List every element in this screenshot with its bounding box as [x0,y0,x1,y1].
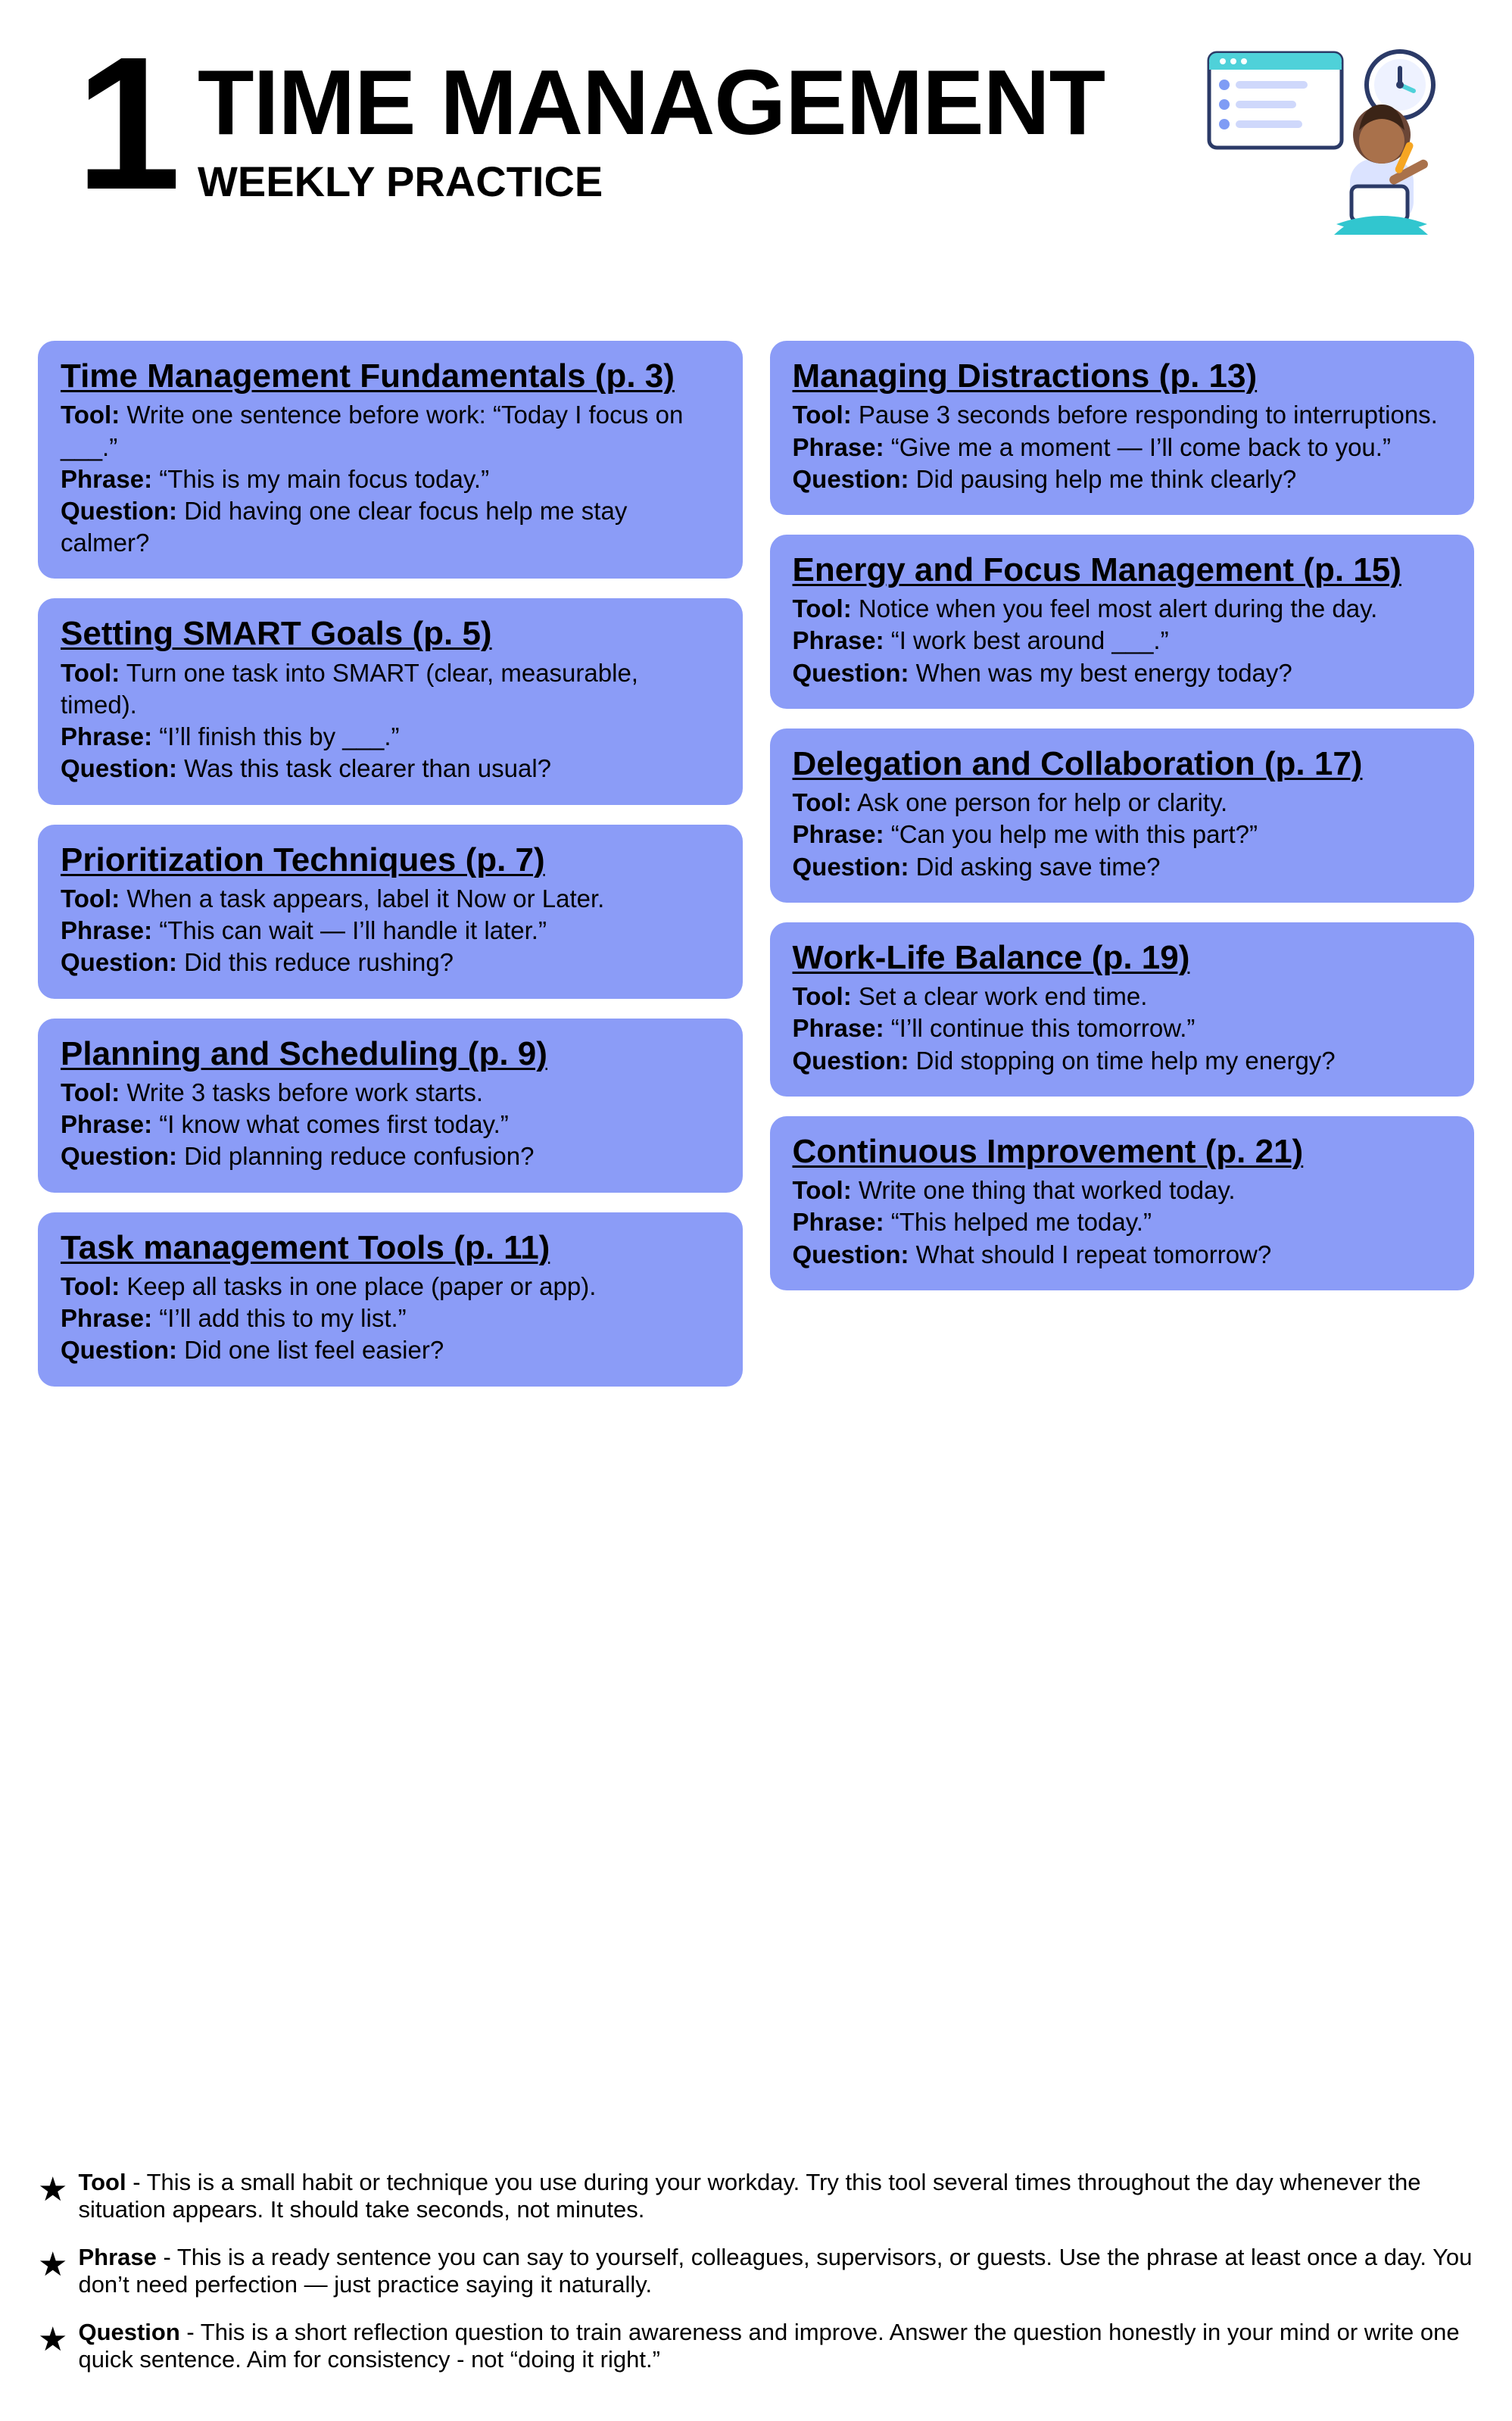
phrase-label: Phrase: [792,820,884,849]
card-phrase-line [61,1303,720,1334]
tool-label: Tool: [61,1078,120,1106]
card-tool-line [793,981,1452,1012]
card-question-line [61,947,720,978]
question-text: Did this reduce rushing? [184,948,454,977]
tool-text: Notice when you feel most alert during the day. [858,594,1378,623]
card-title: Work-Life Balance (p. 19) [792,938,1190,976]
tool-label: Tool: [792,1176,852,1205]
card-title: Continuous Improvement (p. 21) [792,1132,1304,1170]
question-label: Question: [792,852,909,881]
legend-term: Phrase [78,2243,157,2270]
question-text: Did stopping on time help my energy? [915,1046,1336,1075]
header-titles [198,45,1105,203]
card-setting-smart-goals[interactable] [38,598,743,804]
phrase-label: Phrase: [61,722,153,751]
card-phrase-line [61,721,720,753]
card-title: Task management Tools (p. 11) [61,1228,550,1266]
star-icon: ★ [38,2245,68,2283]
phrase-label: Phrase: [61,916,153,945]
question-label: Question: [792,464,909,493]
phrase-text: “Can you help me with this part?” [890,820,1258,849]
card-prioritization-techniques[interactable] [38,825,743,999]
phrase-text: “I’ll finish this by ___.” [159,722,400,751]
question-label: Question: [61,1336,177,1365]
card-title: Planning and Scheduling (p. 9) [61,1034,547,1072]
card-phrase-line [61,463,720,495]
card-phrase-line [793,1206,1452,1238]
person-with-laptop-and-clock-icon [1202,45,1451,257]
legend-text [78,2244,1474,2299]
tool-label: Tool: [61,1271,120,1300]
question-text: Did having one clear focus help me stay calmer? [61,496,628,557]
card-question-line [793,463,1452,495]
legend-dash: - [179,2318,201,2345]
page-header [0,0,1512,295]
phrase-label: Phrase: [792,1014,884,1043]
card-phrase-line [793,432,1452,463]
phrase-text: “This helped me today.” [890,1208,1152,1237]
card-phrase-line [793,625,1452,657]
legend-item-tool [38,2169,1474,2224]
phrase-text: “I work best around ___.” [890,626,1169,655]
card-question-line [61,753,720,785]
legend-term: Question [78,2318,180,2345]
phrase-text: “I’ll add this to my list.” [159,1304,407,1333]
tool-label: Tool: [61,658,120,687]
legend-text [78,2319,1474,2374]
star-icon: ★ [38,2320,68,2358]
tool-text: Write one sentence before work: “Today I focus on ___.” [61,401,684,461]
question-label: Question: [61,754,177,783]
card-title: Prioritization Techniques (p. 7) [61,841,545,878]
question-text: What should I repeat tomorrow? [915,1240,1272,1268]
legend-description: This is a short reflection question to train awareness and improve. Answer the question honestly in your mind or write one quick sentence. Aim for consistency - not “doing it right.” [78,2318,1460,2373]
phrase-text: “Give me a moment — I’ll come back to you.” [890,432,1391,461]
tool-label: Tool: [792,788,852,817]
card-phrase-line [61,1109,720,1140]
question-label: Question: [792,658,909,687]
cards-area [0,341,1512,1406]
legend-dash: - [156,2243,177,2270]
card-time-management-fundamentals[interactable] [38,341,743,579]
tool-label: Tool: [792,594,852,623]
tool-text: Ask one person for help or clarity. [857,788,1228,817]
phrase-label: Phrase: [61,1304,153,1333]
phrase-text: “I know what comes first today.” [159,1110,509,1139]
question-label: Question: [61,496,177,525]
card-title: Setting SMART Goals (p. 5) [61,615,492,653]
star-icon: ★ [38,2170,68,2208]
right-column [770,341,1475,1406]
card-question-line [793,657,1452,689]
card-continuous-improvement[interactable] [770,1116,1475,1290]
card-title: Energy and Focus Management (p. 15) [792,551,1401,588]
legend-item-question [38,2319,1474,2374]
card-planning-and-scheduling[interactable] [38,1019,743,1193]
card-tool-line [61,1271,720,1303]
question-label: Question: [61,1142,177,1171]
question-label: Question: [61,948,177,977]
card-task-management-tools[interactable] [38,1212,743,1387]
tool-label: Tool: [61,884,120,913]
tool-label: Tool: [61,401,120,429]
card-tool-line [61,883,720,915]
card-delegation-and-collaboration[interactable] [770,728,1475,903]
phrase-label: Phrase: [792,432,884,461]
card-question-line [61,495,720,559]
card-phrase-line [793,819,1452,850]
phrase-text: “This can wait — I’ll handle it later.” [159,916,547,945]
tool-text: Write 3 tasks before work starts. [126,1078,484,1106]
card-title: Managing Distractions (p. 13) [792,357,1258,395]
legend [38,2169,1474,2394]
legend-item-phrase [38,2244,1474,2299]
question-label: Question: [792,1046,909,1075]
card-tool-line [793,593,1452,625]
card-tool-line [61,657,720,721]
question-text: Did asking save time? [915,852,1161,881]
card-question-line [793,851,1452,883]
legend-description: This is a ready sentence you can say to yourself, colleagues, supervisors, or guests. Use the phrase at least once a day. You don’t need perfection — just practice saying it naturally. [78,2243,1473,2298]
legend-description: This is a small habit or technique you use during your workday. Try this tool several times throughout the day whenever the situation appears. It should take seconds, not minutes. [78,2168,1421,2223]
question-text: When was my best energy today? [915,658,1292,687]
card-tool-line [793,787,1452,819]
tool-text: Set a clear work end time. [858,982,1148,1011]
legend-text [78,2169,1474,2224]
question-text: Did planning reduce confusion? [184,1142,535,1171]
card-question-line [793,1045,1452,1077]
phrase-text: “I’ll continue this tomorrow.” [890,1014,1196,1043]
card-phrase-line [793,1012,1452,1044]
card-tool-line [61,399,720,463]
card-question-line [61,1334,720,1366]
tool-text: Write one thing that worked today. [858,1176,1236,1205]
phrase-text: “This is my main focus today.” [159,464,490,493]
card-tool-line [61,1077,720,1109]
card-energy-and-focus-management[interactable] [770,535,1475,709]
question-text: Did one list feel easier? [184,1336,444,1365]
tool-text: Turn one task into SMART (clear, measurable, timed). [61,658,638,719]
card-tool-line [793,399,1452,431]
tool-text: When a task appears, label it Now or Later. [126,884,605,913]
module-number: 1 [76,17,177,229]
tool-text: Pause 3 seconds before responding to interruptions. [858,401,1438,429]
card-title: Delegation and Collaboration (p. 17) [792,744,1363,782]
phrase-label: Phrase: [792,1208,884,1237]
question-text: Was this task clearer than usual? [184,754,552,783]
phrase-label: Phrase: [792,626,884,655]
phrase-label: Phrase: [61,464,153,493]
card-phrase-line [61,915,720,947]
page-title: TIME MANAGEMENT [198,51,1105,154]
left-column [38,341,743,1406]
question-label: Question: [792,1240,909,1268]
page-subtitle: WEEKLY PRACTICE [198,158,603,205]
card-question-line [793,1239,1452,1271]
card-managing-distractions[interactable] [770,341,1475,515]
tool-label: Tool: [792,401,852,429]
legend-dash: - [126,2168,147,2195]
phrase-label: Phrase: [61,1110,153,1139]
tool-text: Keep all tasks in one place (paper or app). [126,1271,597,1300]
card-tool-line [793,1175,1452,1206]
question-text: Did pausing help me think clearly? [915,464,1297,493]
card-title: Time Management Fundamentals (p. 3) [61,357,675,395]
card-question-line [61,1140,720,1172]
legend-term: Tool [78,2168,126,2195]
tool-label: Tool: [792,982,852,1011]
card-work-life-balance[interactable] [770,922,1475,1097]
